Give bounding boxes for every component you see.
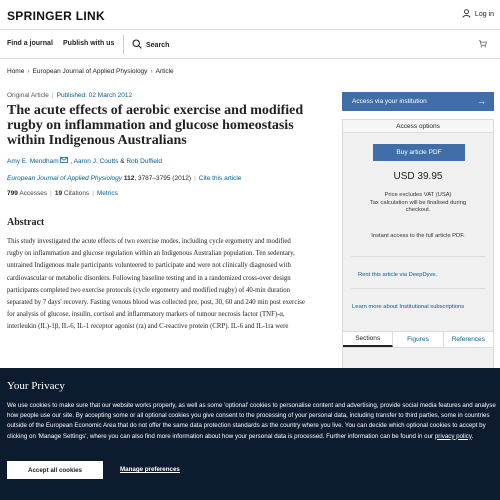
journal-info xyxy=(7,175,241,182)
access-institution-label: Access via your institution xyxy=(352,98,427,105)
article-title: The acute effects of aerobic exercise and modified rugby on inflammation and glucose homeostasis within Indigenous Australians xyxy=(7,103,304,148)
vat-note: Price excludes VAT (USA) xyxy=(384,192,452,198)
abstract-text: This study investigated the acute effects of two exercise modes, including cycle ergometry and modified rugby on inflammation and glucose regulation within an Indigenous Australian population. Ten sedentary, untrained Indigenous male participants volunteered to participate and were not clinically diagnosed with cardiovascular or metabolic disorders. Following baseline testing and in a randomized cross-over design participants completed two exercise protocols (cycle ergometry and modified rugby) of 40-min duration separated by 7 days' recovery. Fasting venous blood was collected pre, post, 30, 60 and 240 min post exercise for analysis of glucose, insulin, cortisol and inflammatory markers of tumour necrosis factor (TNF)-α, interleukin (IL)-1β, IL-6, IL-1 receptor agonist (ra) and C-reactive protein (CRP). IL-6 and IL-1ra were xyxy=(7,238,305,331)
author-link[interactable]: Rob Duffield xyxy=(126,158,162,165)
search-button[interactable] xyxy=(132,39,169,51)
cite-article-link[interactable]: Cite this article xyxy=(198,175,242,182)
chevron-right-icon: › xyxy=(27,68,30,75)
meta-divider: | xyxy=(92,190,94,197)
article-metrics xyxy=(7,190,118,197)
sidebar-tabs xyxy=(342,331,494,348)
rent-deepdyve-link[interactable]: Rent this article via DeepDyve. xyxy=(358,272,438,278)
tax-note: Tax calculation will be finalised during checkout. xyxy=(369,199,467,213)
author-list xyxy=(7,157,162,165)
institutional-subscriptions-link[interactable]: Learn more about Institutional subscriptions xyxy=(352,304,465,310)
search-label: Search xyxy=(146,41,170,49)
author-link[interactable]: Aaron J. Coutts xyxy=(73,158,119,165)
publish-with-us-menu[interactable] xyxy=(63,40,114,47)
find-journal-link[interactable]: Find a journal xyxy=(7,40,53,47)
volume-number: 112 xyxy=(123,175,135,182)
arrow-right-icon: → xyxy=(477,96,486,106)
privacy-text xyxy=(7,401,497,442)
meta-divider: | xyxy=(50,190,52,197)
nav-divider xyxy=(123,35,124,54)
accept-all-cookies-button[interactable]: Accept all cookies xyxy=(7,461,103,479)
buy-article-pdf-button[interactable]: Buy article PDF xyxy=(373,144,465,161)
privacy-heading: Your Privacy xyxy=(7,380,65,392)
cart-icon[interactable] xyxy=(478,39,487,50)
access-options-title: Access options xyxy=(343,120,493,133)
article-type: Original Article xyxy=(7,92,49,99)
login-link[interactable] xyxy=(462,9,494,20)
privacy-policy-link[interactable]: privacy policy xyxy=(434,432,472,440)
abstract-heading: Abstract xyxy=(7,217,45,228)
springer-link-logo[interactable]: SPRINGER LINK xyxy=(7,9,105,23)
citations-count: 19 xyxy=(54,190,63,197)
privacy-body: We use cookies to make sure that our website works properly, as well as some 'optional' cookies to personalise content and advertising, provide social media features and analyse how people use our site. By accepting some or all optional cookies you give consent to the processing of your personal data, including transfer to third parties, some in countries outside of the European Economic Area that do not offer the same data protection standards as the country where you live. You can decide which optional cookies to accept by clicking on 'Manage Settings', where you can also find more information about how your personal data is processed. Further information can be found in our xyxy=(7,402,496,440)
author-link[interactable]: Amy E. Mendham xyxy=(7,158,59,165)
top-header xyxy=(0,0,500,30)
nav-bar xyxy=(0,30,500,59)
breadcrumb-journal[interactable]: European Journal of Applied Physiology xyxy=(32,68,148,75)
published-date-link[interactable]: Published: 02 March 2012 xyxy=(56,92,133,99)
tab-references[interactable]: References xyxy=(451,336,485,343)
publish-label: Publish with us xyxy=(63,40,115,47)
user-icon xyxy=(462,9,471,20)
privacy-period: . xyxy=(471,432,474,440)
citations-label: Citations xyxy=(63,190,90,197)
meta-divider: | xyxy=(194,175,196,182)
metrics-link[interactable]: Metrics xyxy=(96,190,118,197)
divider xyxy=(351,256,485,257)
search-icon xyxy=(132,39,142,51)
breadcrumb xyxy=(7,68,174,75)
accesses-count: 799 xyxy=(7,190,18,197)
divider xyxy=(351,288,485,289)
privacy-banner xyxy=(0,368,500,500)
access-options-box xyxy=(342,119,494,409)
chevron-right-icon: › xyxy=(150,68,153,75)
tab-figures[interactable]: Figures xyxy=(393,332,443,347)
author-separator: , xyxy=(70,158,73,165)
price-note xyxy=(357,192,479,215)
meta-divider: | xyxy=(51,92,54,99)
login-label: Log in xyxy=(474,11,494,18)
page-range: , 3787–3795 (2012) xyxy=(134,175,192,182)
access-via-institution-button[interactable] xyxy=(342,92,494,111)
manage-preferences-link[interactable]: Manage preferences xyxy=(120,466,180,473)
instant-access-note: Instant access to the full article PDF. xyxy=(371,233,465,239)
email-icon[interactable] xyxy=(60,158,73,165)
price: USD 39.95 xyxy=(393,171,443,182)
tab-sections[interactable]: Sections xyxy=(343,332,393,347)
article-meta xyxy=(7,92,132,99)
journal-link[interactable]: European Journal of Applied Physiology xyxy=(7,175,123,182)
breadcrumb-home[interactable]: Home xyxy=(7,68,25,75)
breadcrumb-article: Article xyxy=(155,68,174,75)
author-separator: & xyxy=(120,158,125,165)
accesses-label: Accesses xyxy=(19,190,48,197)
